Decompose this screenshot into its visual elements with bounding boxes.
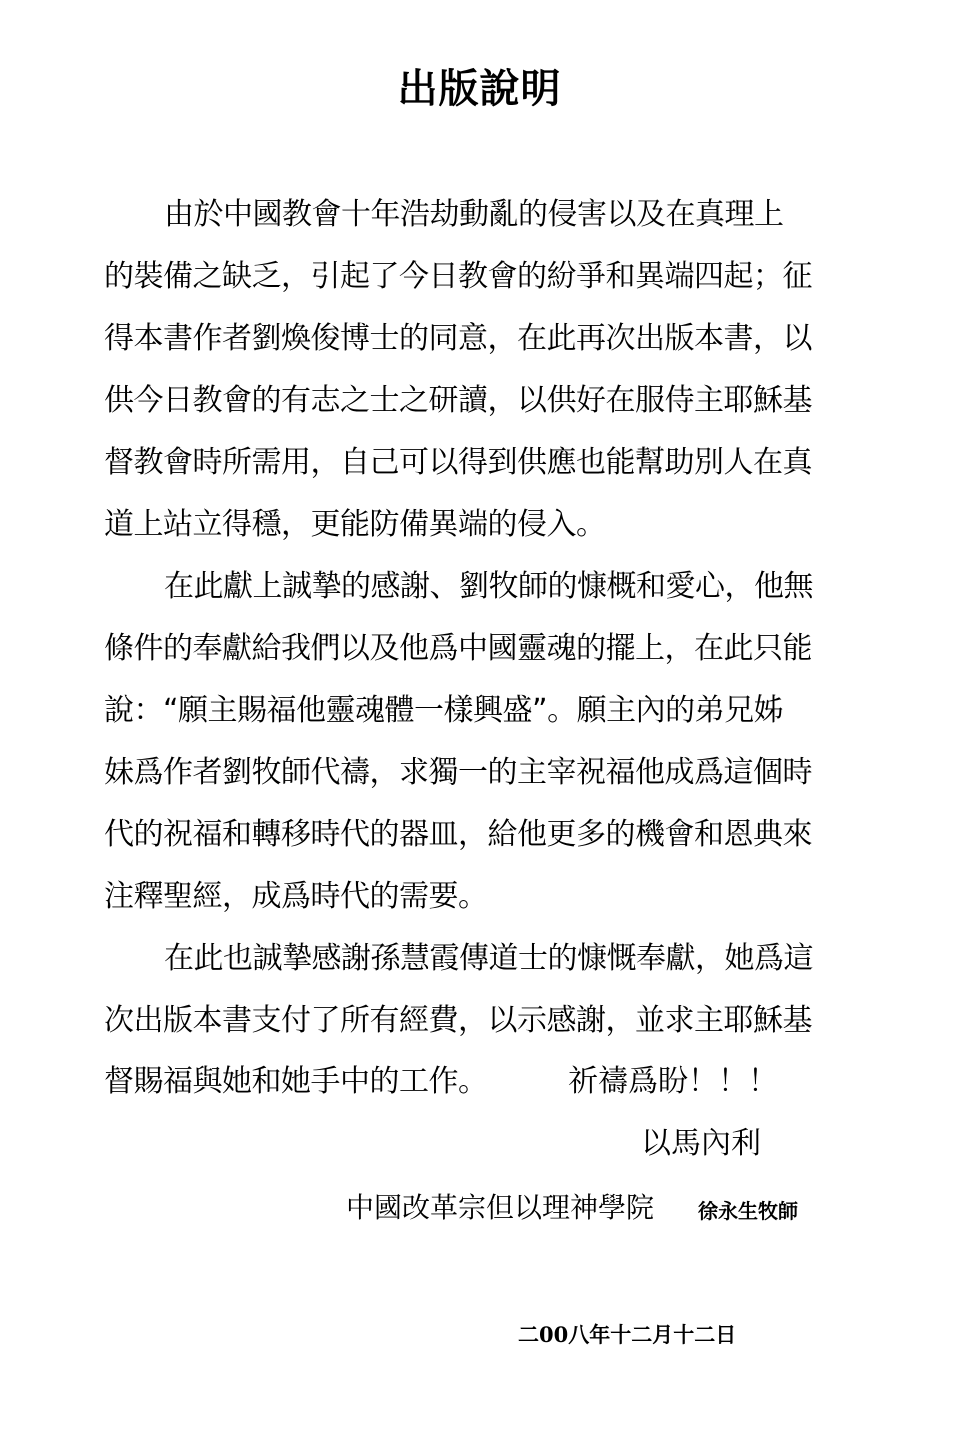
paragraph-line: 供今日教會的有志之士之研讀，以供好在服侍主耶穌基 <box>104 383 812 418</box>
paragraph-line: 督教會時所需用，自己可以得到供應也能幫助別人在真 <box>104 445 812 480</box>
paragraph-line: 次出版本書支付了所有經費，以示感謝，並求主耶穌基 <box>104 1003 812 1038</box>
page-title: 出版說明 <box>397 66 562 112</box>
paragraph-line: 在此獻上誠摯的感謝、劉牧師的慷概和愛心，他無 <box>164 569 813 604</box>
paragraph-line: 說：“願主賜福他靈魂體一樣興盛”。願主內的弟兄姊 <box>104 693 784 728</box>
pastor-name: 徐永生牧師 <box>698 1199 798 1223</box>
signer-greeting: 以馬內利 <box>641 1126 761 1161</box>
paragraph-line: 得本書作者劉煥俊博士的同意，在此再次出版本書，以 <box>104 321 812 356</box>
paragraph-line: 道上站立得穩，更能防備異端的侵入。 <box>104 507 606 542</box>
organization-name: 中國改革宗但以理神學院 <box>346 1191 655 1224</box>
paragraph-line: 由於中國教會十年浩劫動亂的侵害以及在真理上 <box>164 197 784 232</box>
paragraph-line: 條件的奉獻給我們以及他爲中國靈魂的擺上，在此只能 <box>104 631 812 666</box>
paragraph-line: 的裝備之缺乏，引起了今日教會的紛爭和異端四起；征 <box>104 259 812 294</box>
document-date: 二00八年十二月十二日 <box>518 1322 737 1347</box>
paragraph-line: 代的祝福和轉移時代的器皿，給他更多的機會和恩典來 <box>104 817 812 852</box>
paragraph-line: 注釋聖經，成爲時代的需要。 <box>104 879 488 914</box>
closing-blessing: 祈禱爲盼！！！ <box>568 1064 778 1099</box>
paragraph-line: 在此也誠摯感謝孫慧霞傳道士的慷慨奉獻，她爲這 <box>164 941 813 976</box>
paragraph-line: 督賜福與她和她手中的工作。 <box>104 1064 488 1099</box>
paragraph-line: 妹爲作者劉牧師代禱，求獨一的主宰祝福他成爲這個時 <box>104 755 812 790</box>
